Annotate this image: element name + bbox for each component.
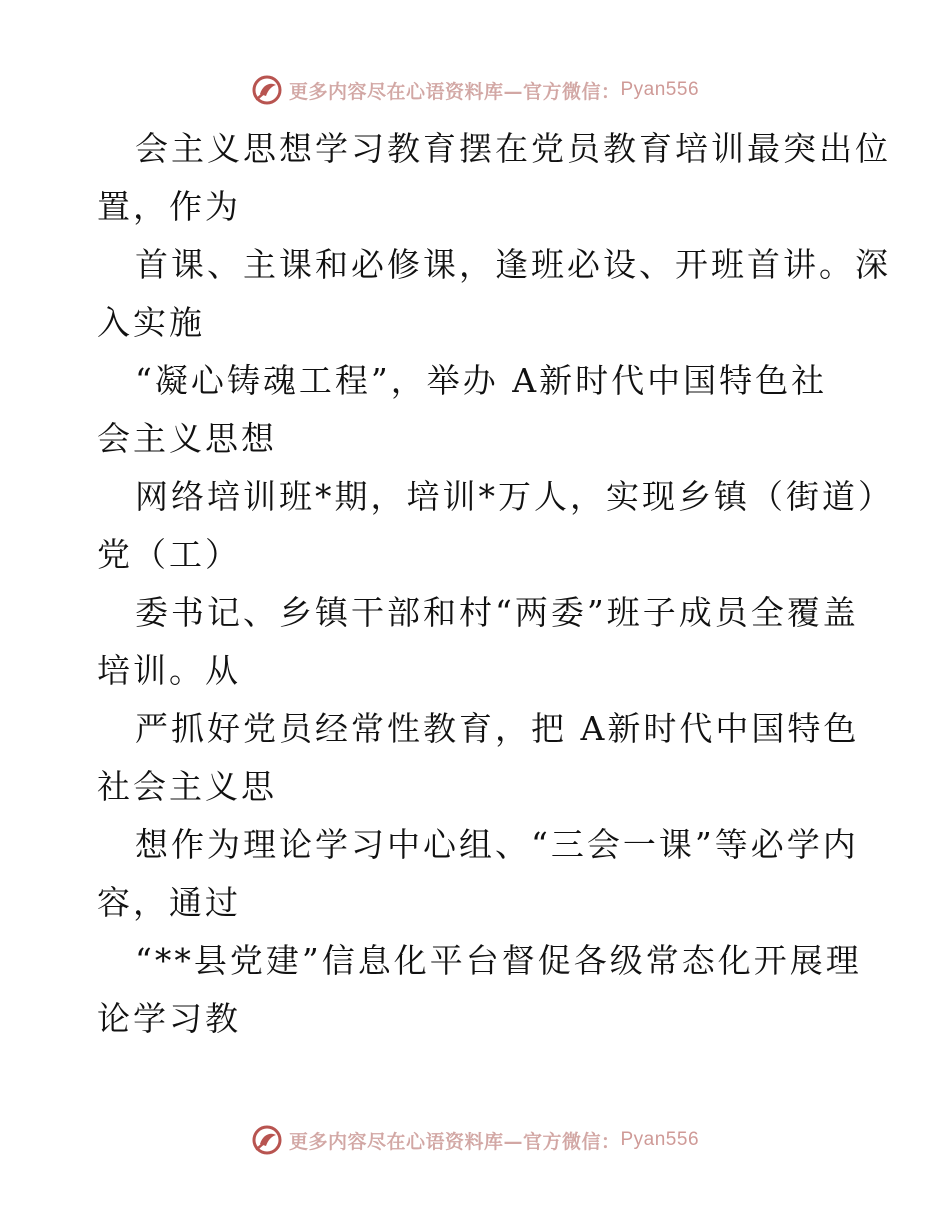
- body-line: 论学习教: [97, 999, 241, 1038]
- body-line: 社会主义思: [97, 767, 277, 806]
- body-line: 入实施: [97, 303, 205, 342]
- body-line: 严抓好党员经常性教育，把 A新时代中国特色: [135, 709, 860, 748]
- watermark-wechat-id: Pyan556: [620, 1129, 700, 1150]
- body-line: 置，作为: [97, 187, 241, 226]
- brand-logo-icon: [251, 1124, 283, 1156]
- body-line: 会主义思想学习教育摆在党员教育培训最突出位: [135, 129, 891, 168]
- body-line: 委书记、乡镇干部和村“两委”班子成员全覆盖: [135, 593, 859, 632]
- watermark-text: 更多内容尽在心语资料库—官方微信：: [288, 1130, 621, 1153]
- body-line: “凝心铸魂工程”，举办 A新时代中国特色社: [135, 361, 828, 400]
- body-line: 会主义思想: [97, 419, 277, 458]
- watermark-banner-bottom: [0, 1120, 950, 1160]
- body-line: 网络培训班*期，培训*万人，实现乡镇（街道）: [135, 477, 894, 516]
- body-line: 党（工）: [97, 535, 241, 574]
- body-line: 培训。从: [97, 651, 241, 690]
- body-line: 容，通过: [97, 883, 241, 922]
- brand-logo-icon: [251, 74, 283, 106]
- document-body: [97, 120, 894, 1048]
- body-line: 首课、主课和必修课，逢班必设、开班首讲。深: [135, 245, 891, 284]
- body-line: “**县党建”信息化平台督促各级常态化开展理: [135, 941, 862, 980]
- watermark-banner-top: [0, 70, 950, 110]
- body-line: 想作为理论学习中心组、“三会一课”等必学内: [135, 825, 859, 864]
- watermark-text: 更多内容尽在心语资料库—官方微信：: [288, 80, 621, 103]
- watermark-wechat-id: Pyan556: [620, 79, 700, 100]
